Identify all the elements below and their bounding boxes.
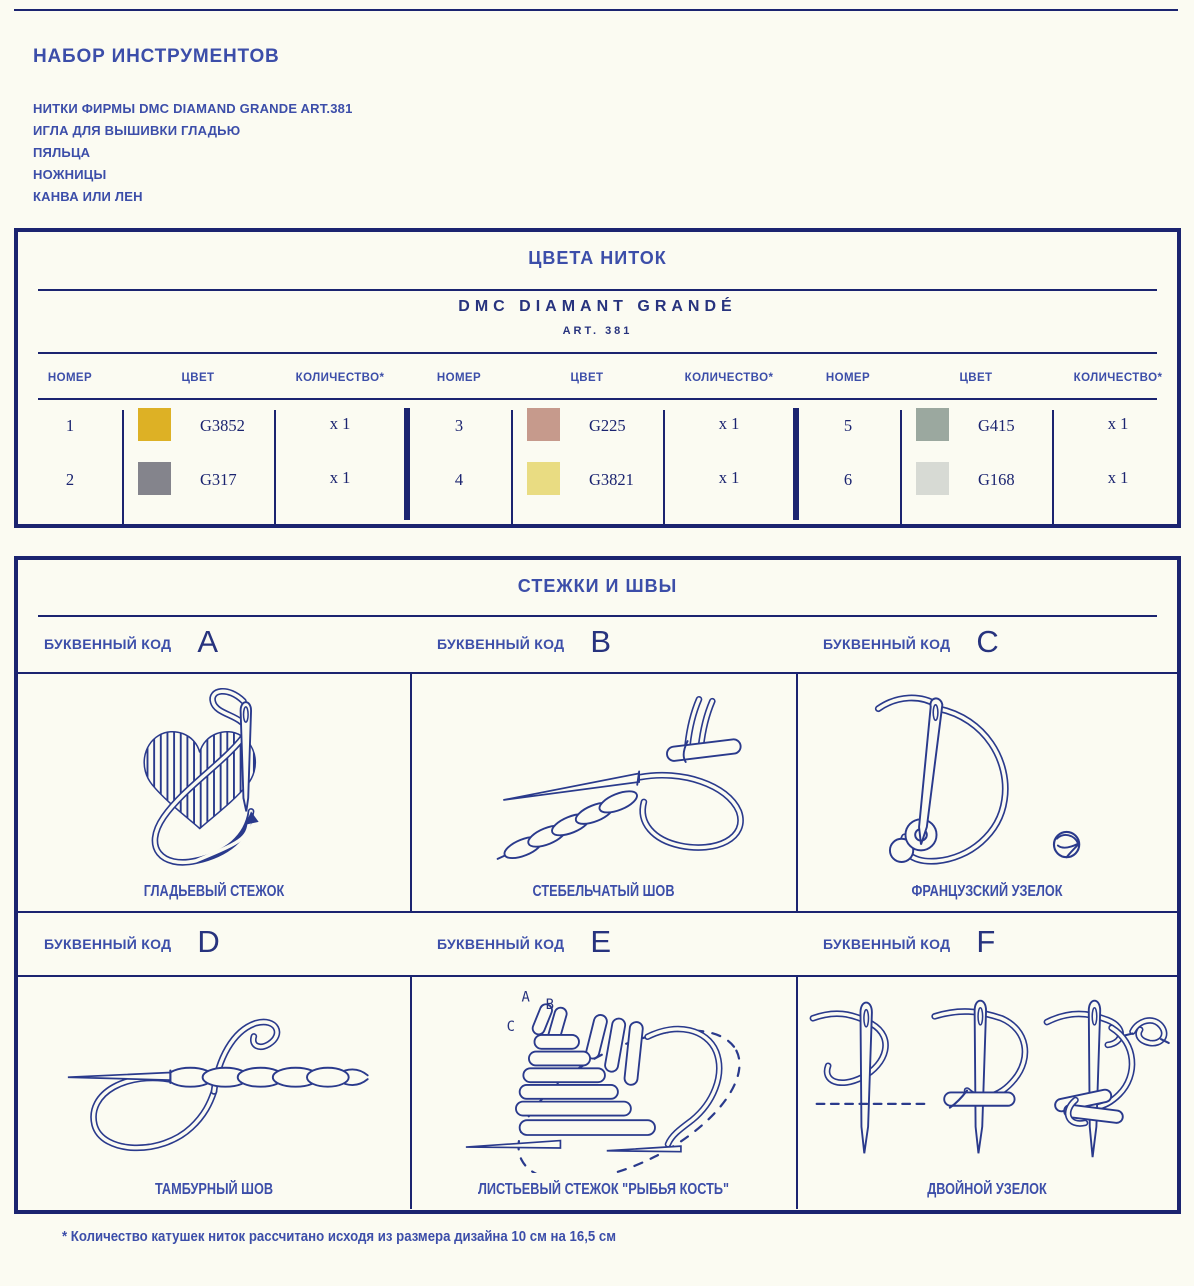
thread-code: G3821 — [589, 470, 634, 489]
col-header-quantity: КОЛИЧЕСТВО* — [684, 372, 774, 384]
divider — [38, 289, 1157, 291]
needle — [465, 1141, 680, 1152]
stitches-table — [14, 556, 1181, 1214]
col-header-quantity: КОЛИЧЕСТВО* — [1073, 372, 1163, 384]
thread-number: 3 — [454, 416, 464, 435]
letter-code-D: D — [197, 924, 220, 959]
fishbone-stitch-diagram — [444, 983, 764, 1173]
table-row — [796, 454, 1184, 508]
color-swatch — [138, 408, 171, 441]
col-header-number: НОМЕР — [47, 372, 93, 384]
point-label: C — [506, 1019, 515, 1036]
divider — [38, 352, 1157, 354]
tools-list — [33, 98, 353, 208]
col-header-number: НОМЕР — [825, 372, 871, 384]
letter-code-label: БУКВЕННЫЙ КОД — [823, 936, 951, 952]
brand-article: ART. 381 — [562, 325, 633, 337]
knot-ball — [1054, 832, 1079, 857]
letter-code-label: БУКВЕННЫЙ КОД — [437, 636, 565, 652]
col-header-color: ЦВЕТ — [181, 372, 215, 384]
stitches-table-title: СТЕЖКИ И ШВЫ — [517, 576, 678, 596]
tools-list-item: ИГЛА ДЛЯ ВЫШИВКИ ГЛАДЬЮ — [33, 123, 241, 138]
thread-code: G415 — [978, 416, 1015, 435]
letter-code-label: БУКВЕННЫЙ КОД — [823, 636, 951, 652]
color-swatch — [916, 408, 949, 441]
page-top-rule — [14, 9, 1178, 11]
footnote: * Количество катушек ниток рассчитано исходя из размера дизайна 10 см на 16,5 см — [62, 1228, 616, 1245]
tools-list-item: КАНВА ИЛИ ЛЕН — [33, 189, 143, 204]
thread — [647, 1029, 719, 1144]
col-header-color: ЦВЕТ — [959, 372, 993, 384]
color-swatch — [527, 462, 560, 495]
letter-code-label: БУКВЕННЫЙ КОД — [437, 936, 565, 952]
thread-quantity: x 1 — [329, 414, 351, 433]
thread-quantity: x 1 — [329, 468, 351, 487]
thread-code: G317 — [200, 470, 237, 489]
double-knot-diagram — [801, 984, 1173, 1179]
colors-group-1 — [18, 400, 406, 520]
letter-code-E: E — [590, 924, 612, 959]
stitch-caption: ТАМБУРНЫЙ ШОВ — [154, 1181, 274, 1198]
point-label: B — [545, 996, 554, 1013]
needle — [241, 702, 251, 811]
thread-code: G168 — [978, 470, 1015, 489]
stitch-diagram-row-1 — [18, 674, 1177, 911]
tools-section-title: НАБОР ИНСТРУМЕНТОВ — [33, 46, 280, 67]
colors-column-headers — [18, 364, 1177, 398]
colors-group-2 — [407, 400, 795, 520]
color-swatch — [527, 408, 560, 441]
thread — [640, 699, 740, 847]
thread-code: G3852 — [200, 416, 245, 435]
knot-step-3 — [1047, 1000, 1132, 1156]
col-header-quantity: КОЛИЧЕСТВО* — [295, 372, 385, 384]
finished-knot — [1125, 1020, 1169, 1043]
table-row — [18, 400, 406, 454]
knot-step-2 — [935, 1000, 1025, 1153]
table-row — [18, 454, 406, 508]
tools-list-item: ПЯЛЬЦА — [33, 145, 91, 160]
thread-number: 1 — [65, 416, 75, 435]
stitch-caption: ДВОЙНОЙ УЗЕЛОК — [927, 1181, 1047, 1198]
point-label: A — [521, 989, 530, 1006]
stitch-caption: ЛИСТЬЕВЫЙ СТЕЖОК "РЫБЬЯ КОСТЬ" — [477, 1181, 730, 1198]
table-row — [407, 454, 795, 508]
chain-loops — [168, 1067, 368, 1086]
thread-quantity: x 1 — [718, 414, 740, 433]
stitch-diagram-row-2 — [18, 977, 1177, 1209]
letter-code-label: БУКВЕННЫЙ КОД — [44, 636, 172, 652]
colors-group-3 — [796, 400, 1184, 520]
color-swatch — [916, 462, 949, 495]
thread-number: 2 — [65, 470, 75, 489]
thread — [155, 691, 251, 862]
letter-code-A: A — [197, 624, 219, 659]
stem-stitch-diagram — [439, 686, 769, 876]
chain-stitch-diagram — [34, 989, 394, 1174]
tools-list-item: НОЖНИЦЫ — [33, 167, 107, 182]
letter-code-row — [18, 616, 1177, 672]
thread-colors-table — [14, 228, 1181, 528]
color-swatch — [138, 462, 171, 495]
thread-number: 4 — [454, 470, 464, 489]
tools-list-item: НИТКИ ФИРМЫ DMC DIAMAND GRANDE ART.381 — [33, 101, 353, 116]
thread-code: G225 — [589, 416, 626, 435]
colors-table-title: ЦВЕТА НИТОК — [528, 248, 667, 268]
table-row — [407, 400, 795, 454]
knot-step-1 — [813, 1002, 927, 1153]
thread-number: 6 — [843, 470, 853, 489]
french-knot-diagram — [822, 683, 1152, 878]
thread-quantity: x 1 — [718, 468, 740, 487]
stitch-caption: СТЕБЕЛЬЧАТЫЙ ШОВ — [532, 883, 675, 900]
letter-code-row — [18, 913, 1177, 975]
letter-code-F: F — [976, 924, 996, 959]
thread-quantity: x 1 — [1107, 414, 1129, 433]
letter-code-B: B — [590, 624, 612, 659]
col-header-number: НОМЕР — [436, 372, 482, 384]
table-row — [796, 400, 1184, 454]
brand-name: DMC DIAMANT GRANDÉ — [458, 298, 737, 315]
stitch-caption: ГЛАДЬЕВЫЙ СТЕЖОК — [143, 883, 285, 900]
thread-quantity: x 1 — [1107, 468, 1129, 487]
letter-code-label: БУКВЕННЫЙ КОД — [44, 936, 172, 952]
col-header-color: ЦВЕТ — [570, 372, 604, 384]
letter-code-C: C — [976, 624, 999, 659]
stitch-bars — [515, 1002, 654, 1135]
thread — [878, 698, 1005, 861]
thread-number: 5 — [843, 416, 853, 435]
stitch-caption: ФРАНЦУЗСКИЙ УЗЕЛОК — [911, 883, 1063, 900]
satin-stitch-diagram — [69, 686, 359, 876]
